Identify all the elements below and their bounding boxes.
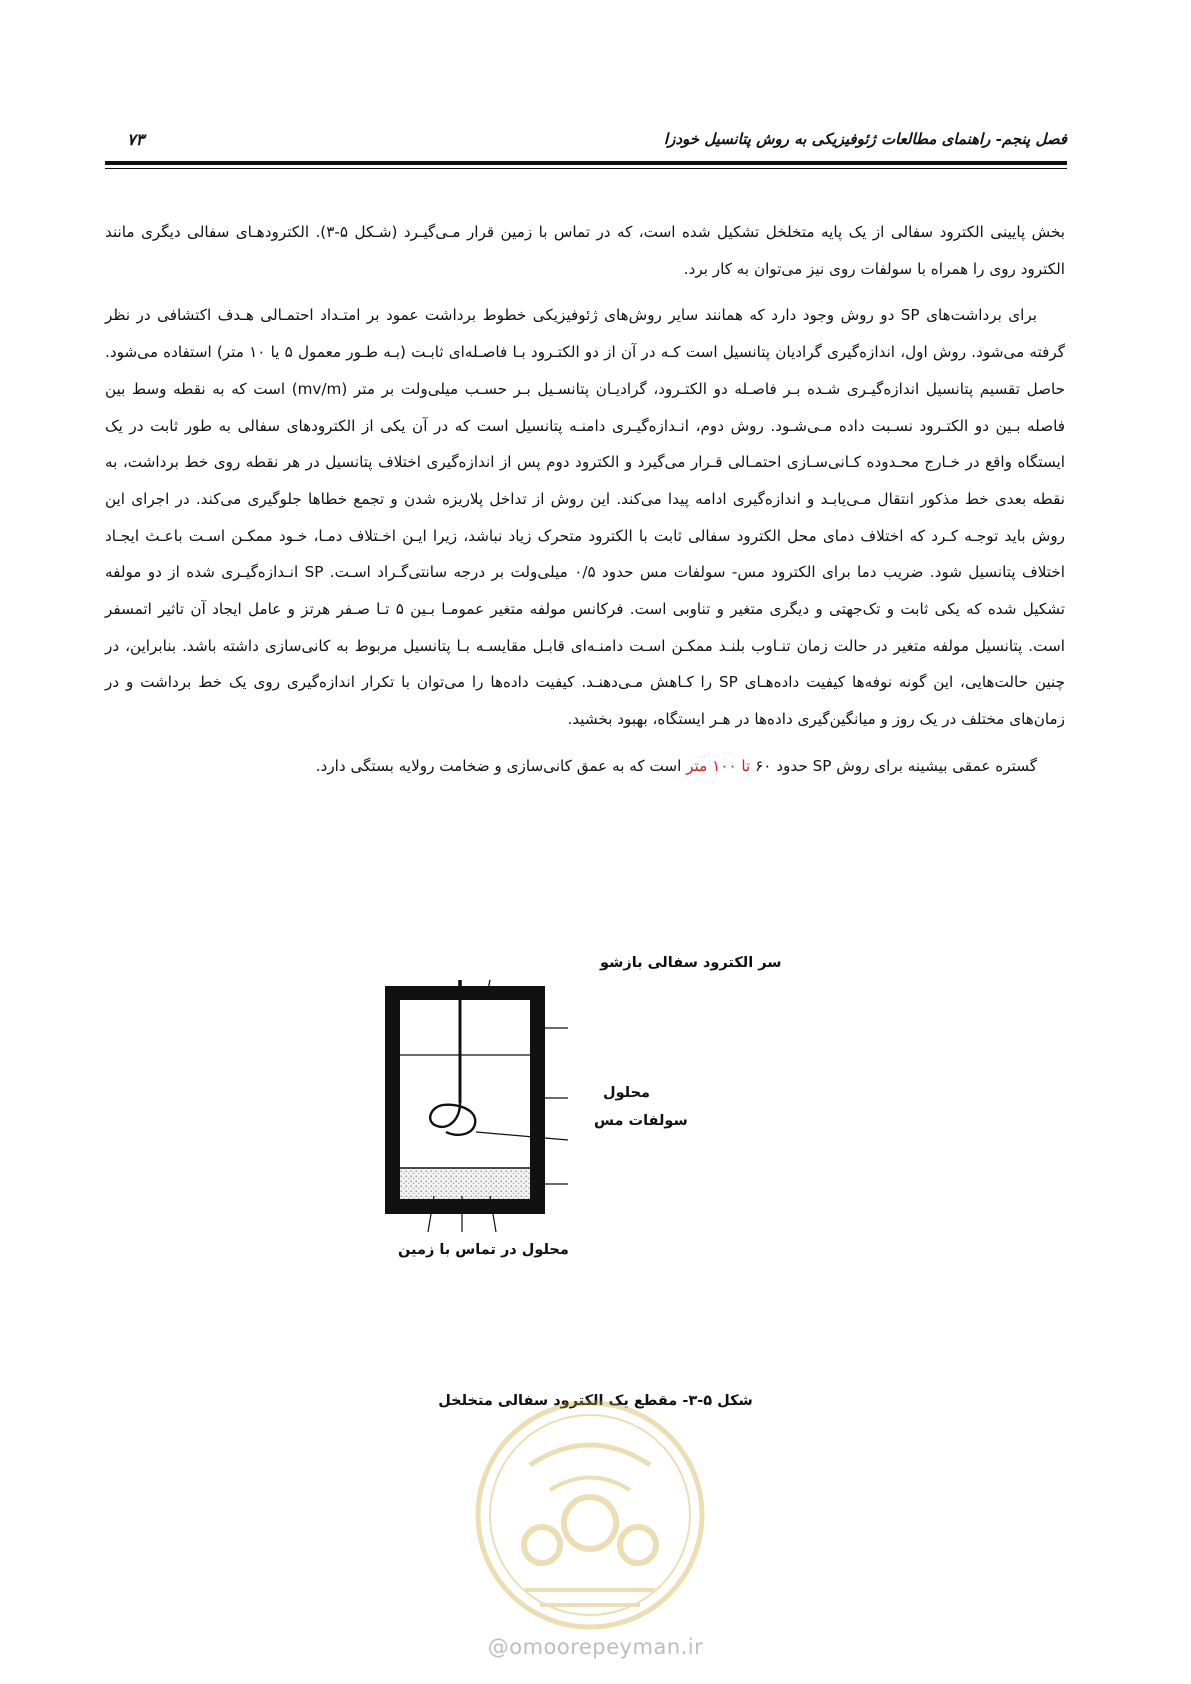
site-watermark: @omoorepeyman.ir: [487, 1635, 704, 1659]
electrode-coil: [430, 1103, 475, 1135]
electrode-figure: [0, 955, 1191, 1400]
label-solution-2: سولفات مس: [594, 1113, 688, 1129]
body-text: [105, 214, 1065, 785]
page-header: [105, 126, 1067, 156]
label-solution-1: محلول: [603, 1085, 651, 1101]
paragraph-1: بخش پایینی الکترود سفالی از یک پایه متخلخل تشکیل شده است، که در تماس با زمین قرار مـی‌گیـرد (شـکل ۵-۳). الکترودهـای سفالی دیگری مانند الکترود روی را همراه با سولفات روی نیز می‌توان به کار برد.: [105, 223, 1066, 278]
label-electrode-cap: سر الکترود سفالی بازشو: [600, 955, 782, 971]
electrode-diagram: [0, 980, 1191, 1400]
seal-emblem: [470, 1395, 710, 1635]
paragraph-3: [105, 748, 1065, 785]
vessel-right-wall: [530, 986, 545, 1214]
publisher-seal: [470, 1395, 710, 1635]
figure-caption: شکل ۵-۳- مقطع یک الکترود سفالی متخلخل: [438, 1393, 753, 1409]
paragraph-3-highlight: تا ۱۰۰ متر: [686, 756, 751, 775]
label-contact-solution: محلول در تماس با زمین: [398, 1242, 569, 1258]
electrode-wire: [460, 980, 492, 986]
vessel-base: [385, 1199, 545, 1214]
porous-base: [400, 1168, 530, 1199]
header-rule-thin: [105, 168, 1067, 169]
paragraph-3-start: گستره عمقی بیشینه برای روش SP حدود ۶۰: [750, 756, 1037, 775]
page-number: ۷۳: [127, 130, 145, 149]
header-rule-thick: [105, 161, 1067, 165]
vessel-cap: [385, 986, 545, 1000]
vessel-left-wall: [385, 986, 400, 1214]
chapter-title: فصل پنجم- راهنمای مطالعات ژئوفیزیکی به روش پتانسیل خودزا: [663, 130, 1067, 148]
paragraph-3-end: است که به عمق کانی‌سازی و ضخامت رولایه بستگی دارد.: [315, 756, 687, 775]
paragraph-2: برای برداشت‌های SP دو روش وجود دارد که همانند سایر روش‌های ژئوفیزیکی خطوط برداشت عمود بر امتـداد احتمـالی هـدف اکتشافی در نظر گرفته می‌شود. روش اول، اندازه‌گیری گرادیان پتانسیل است کـه در آن از دو الکتـرود بـا فاصـله‌ای ثابـت (بـه طـور معمول ۵ یا ۱۰ متر) استفاده می‌شود. حاصل تقسیم پتانسیل اندازه‌گیـری شـده بـر فاصـله دو الکتـرود، گرادیـان پتانسـیل بـر حسـب میلی‌ولت بر متر (mv/m) است که به نقطه وسط بین فاصله بـین دو الکتـرود نسـبت داده مـی‌شـود. روش دوم، انـدازه‌گیـری دامنـه پتانسیل است که در آن یکی از الکترودهای سفالی به طور ثابت در یک ایستگاه واقع در خـارج محـدوده کـانی‌سـازی احتمـالی قـرار می‌گیرد و الکترود دوم پس از اندازه‌گیری اختلاف پتانسیل در هر نقطه روی خط برداشت، به نقطه بعدی خط مذکور انتقال مـی‌یابـد و اندازه‌گیری ادامه پیدا می‌کند. این روش از تداخل پلاریزه شدن و تجمع خطاها جلوگیری می‌کند. در اجرای این روش باید توجـه کـرد که اختلاف دمای محل الکترود سفالی ثابت با الکترود متحرک زیاد نباشد، زیرا ایـن اخـتلاف دمـا، خـود ممکـن اسـت باعـث ایجـاد اختلاف پتانسیل شود. ضریب دما برای الکترود مس- سولفات مس حدود ۰/۵ میلی‌ولت بر درجه سانتی‌گـراد اسـت. SP انـدازه‌گیـری شده از دو مولفه تشکیل شده که یکی ثابت و تک‌جهتی و دیگری متغیر و تناوبی است. فرکانس مولفه متغیر عمومـا بـین ۵ تـا صـفر هرتز و عامل ایجاد آن تاثیر اتمسفر است. پتانسیل مولفه متغیر در حالت زمان تنـاوب بلنـد ممکـن اسـت دامنـه‌ای قابـل مقایسـه بـا پتانسیل مربوط به کانی‌سازی داشته باشد. بنابراین، در چنین حالت‌هایی، این گونه نوفه‌ها کیفیت داده‌هـای SP را کـاهش مـی‌دهنـد. کیفیت داده‌ها را می‌توان با تکرار اندازه‌گیری روی یک خط برداشت و در زمان‌های مختلف در یک روز و میانگین‌گیری داده‌ها در هـر ایستگاه، بهبود بخشید.: [105, 306, 1065, 729]
